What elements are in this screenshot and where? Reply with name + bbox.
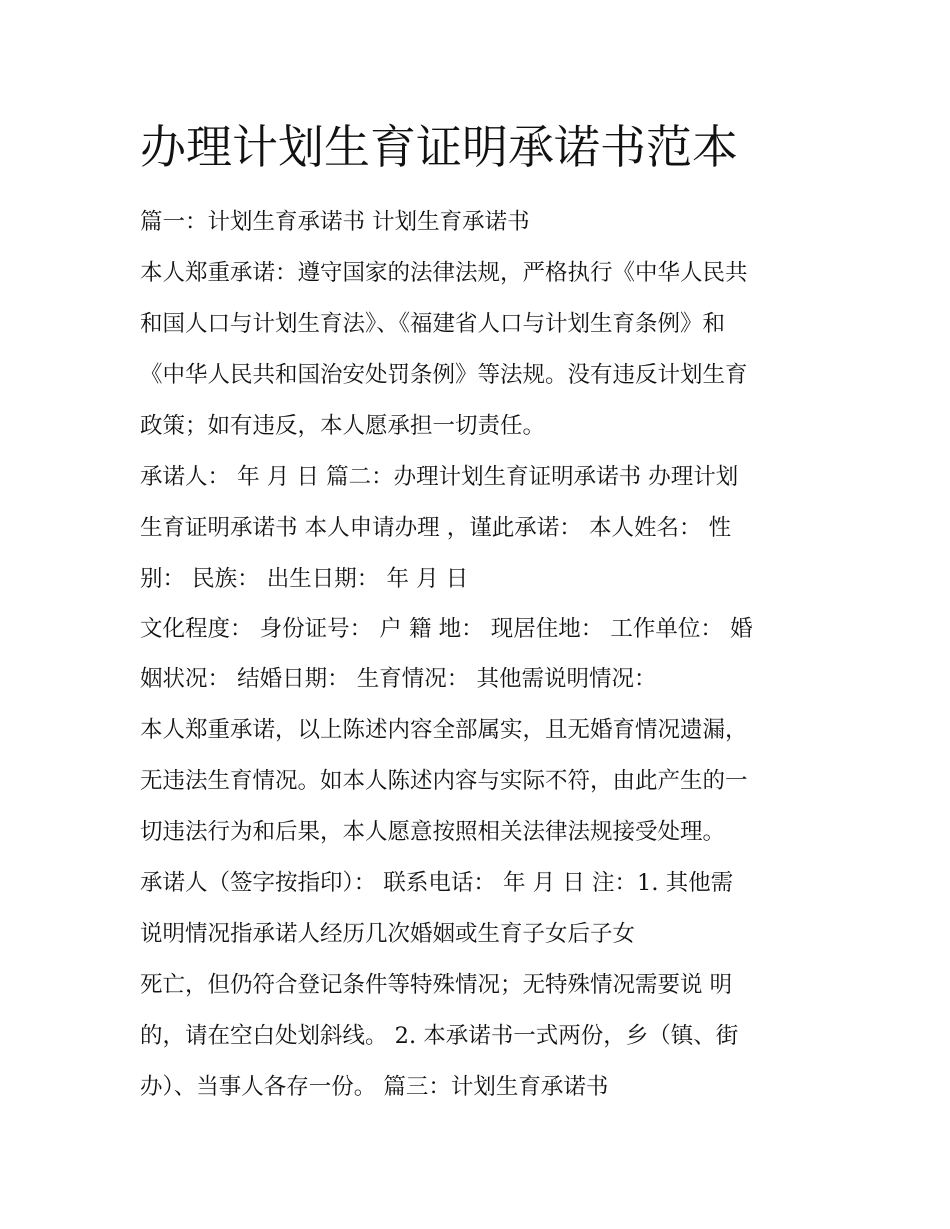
text-line: 承诺人： 年 月 日 篇二：办理计划生育证明承诺书 办理计划 [140,464,739,490]
text-line: 《中华人民共和国治安处罚条例》等法规。没有违反计划生育 [140,362,748,388]
text-line: 生育证明承诺书 本人申请办理 ，谨此承诺： 本人姓名： 性 [140,515,732,541]
text-line: 和国人口与计划生育法》、《福建省人口与计划生育条例》和 [140,311,726,337]
text-line: 别： 民族： 出生日期： 年 月 日 [140,566,469,592]
text-line: 姻状况： 结婚日期： 生育情况： 其他需说明情况： [140,666,657,692]
text-line: 的，请在空白处划斜线。 2. 本承诺书一式两份，乡（镇、街 [140,1023,739,1049]
text-line: 文化程度： 身份证号： 户 籍 地： 现居住地： 工作单位： 婚 [140,616,753,642]
text-line: 本人郑重承诺，以上陈述内容全部属实，且无婚育情况遗漏， [140,717,748,743]
text-line: 篇一：计划生育承诺书 计划生育承诺书 [140,209,530,235]
text-line: 死亡，但仍符合登记条件等特殊情况；无特殊情况需要说 明 [140,972,733,998]
text-line: 本人郑重承诺：遵守国家的法律法规，严格执行《中华人民共 [140,260,748,286]
text-line: 无违法生育情况。如本人陈述内容与实际不符，由此产生的一 [140,768,748,794]
text-line: 政策；如有违反，本人愿承担一切责任。 [140,413,546,439]
text-line: 承诺人（签字按指印）： 联系电话： 年 月 日 注：1. 其他需 [140,870,734,896]
document-title: 办理计划生育证明承诺书范本 [140,120,738,174]
text-line: 办）、当事人各存一份。 篇三：计划生育承诺书 [140,1074,609,1100]
text-line: 切违法行为和后果，本人愿意按照相关法律法规接受处理。 [140,819,726,845]
text-line: 说明情况指承诺人经历几次婚姻或生育子女后子女 [140,921,636,947]
